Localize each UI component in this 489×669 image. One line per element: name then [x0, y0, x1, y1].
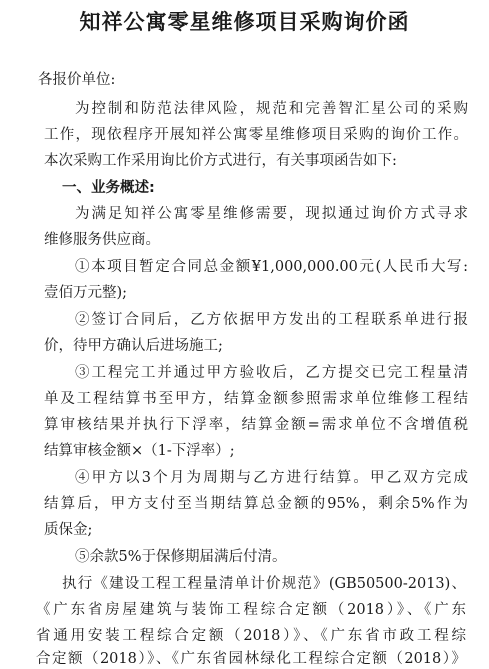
item2-line-2: 价，待甲方确认后进场施工;: [44, 338, 223, 354]
item4-line-3: 质保金;: [44, 522, 93, 538]
standards-line-3: 省通用安装工程综合定额（2018）》、《广东省市政工程综: [36, 628, 466, 644]
item3-line-2: 单及工程结算书至甲方，结算金额参照需求单位维修工程结: [44, 391, 468, 407]
item1-line-1: ①本项目暂定合同总金额¥1,000,000.00元(人民币大写:: [75, 259, 468, 275]
item4-line-2: 结算后，甲方支付至当期结算总金额的95%，剩余5%作为: [44, 496, 468, 512]
item3-line-4: 结算审核金额×（1-下浮率）;: [44, 443, 235, 459]
item1-line-2: 壹佰万元整);: [44, 285, 128, 301]
item3-line-3: 算审核结果并执行下浮率，结算金额=需求单位不含增值税: [44, 417, 468, 433]
standards-line-1: 执行《建设工程工程量清单计价规范》(GB50500-2013)、: [62, 576, 466, 592]
greeting: 各报价单位:: [38, 72, 116, 88]
item3-line-1: ③工程完工并通过甲方验收后，乙方提交已完工程量清: [75, 365, 468, 381]
item5-line-1: ⑤余款5%于保修期届满后付清。: [75, 549, 287, 565]
overview-line-1: 为满足知祥公寓零星维修需要，现拟通过询价方式寻求: [75, 206, 468, 222]
intro-line-1: 为控制和防范法律风险，规范和完善智汇星公司的采购: [75, 101, 468, 117]
intro-line-2: 工作，现依程序开展知祥公寓零星维修项目采购的询价工作。: [44, 127, 468, 143]
intro-line-3: 本次采购工作采用询比价方式进行，有关事项函告如下:: [44, 153, 397, 169]
section-heading: 一、业务概述:: [62, 180, 155, 196]
standards-line-2: 《广东省房屋建筑与装饰工程综合定额（2018）》、《广东: [36, 602, 466, 618]
document-title: 知祥公寓零星维修项目采购询价函: [79, 10, 410, 34]
standards-line-4: 合定额（2018）》、《广东省园林绿化工程综合定额（2018）》: [36, 651, 466, 667]
overview-line-2: 维修服务供应商。: [44, 232, 160, 248]
item4-line-1: ④甲方以3个月为周期与乙方进行结算。甲乙双方完成: [75, 470, 468, 486]
item2-line-1: ②签订合同后，乙方依据甲方发出的工程联系单进行报: [75, 312, 468, 328]
